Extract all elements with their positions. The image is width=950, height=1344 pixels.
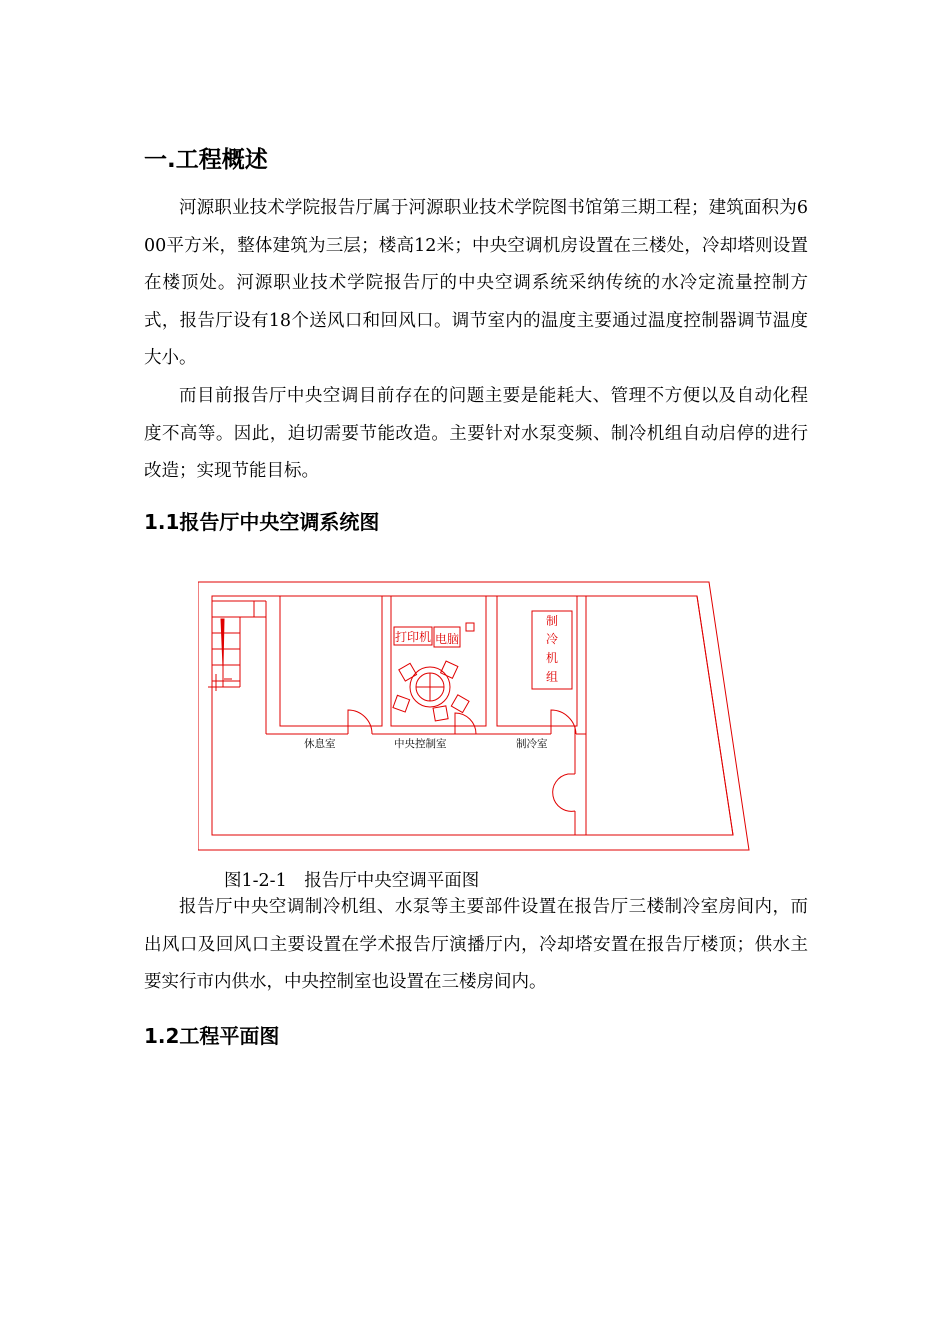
- subsection-heading-system: 1.1报告厅中央空调系统图: [144, 510, 380, 534]
- inner-wall: [212, 596, 733, 835]
- chiller-unit-label-3: 机: [545, 651, 559, 665]
- chiller-unit-label-1: 制: [545, 614, 559, 628]
- hall-door: [553, 774, 575, 811]
- rest-room-box: [280, 596, 382, 726]
- section-heading: 一.工程概述: [144, 147, 268, 173]
- floor-plan-figure: [198, 579, 750, 851]
- rest-room-door: [348, 710, 372, 734]
- subsection-heading-plan: 1.2工程平面图: [144, 1024, 280, 1048]
- chiller-room-box: [497, 596, 577, 726]
- computer-label: 电脑: [435, 632, 460, 646]
- figure-caption: 图1-2-1 报告厅中央空调平面图: [224, 871, 480, 891]
- meeting-table: [393, 661, 469, 721]
- paragraph-problems: 而目前报告厅中央空调目前存在的问题主要是能耗大、管理不方便以及自动化程度不高等。因此，迫切需要节能改造。主要针对水泵变频、制冷机组自动启停的进行改造；实现节能目标。: [144, 386, 808, 481]
- outer-wall: [198, 582, 749, 850]
- control-room-box: [391, 596, 486, 726]
- chiller-unit-label-4: 组: [545, 670, 559, 684]
- chiller-unit-label-2: 冷: [545, 632, 559, 646]
- chiller-room-door: [551, 710, 576, 734]
- rest-room-label: 休息室: [304, 738, 336, 750]
- large-room-box: [586, 596, 733, 835]
- control-room-door: [455, 713, 476, 734]
- printer-label: 打印机: [395, 630, 432, 644]
- paragraph-equipment: 报告厅中央空调制冷机组、水泵等主要部件设置在报告厅三楼制冷室房间内，而出风口及回风口主要设置在学术报告厅演播厅内，冷却塔安置在报告厅楼顶；供水主要实行市内供水，中央控制室也设置在三楼房间内。: [144, 897, 808, 992]
- stairs: [208, 601, 266, 734]
- control-room-label: 中央控制室: [394, 738, 447, 750]
- chiller-room-label: 制冷室: [516, 738, 548, 750]
- paragraph-overview: 河源职业技术学院报告厅属于河源职业技术学院图书馆第三期工程；建筑面积为600平方米，整体建筑为三层；楼高12米；中央空调机房设置在三楼处，冷却塔则设置在楼顶处。河源职业技术学院报告厅的中央空调系统采纳传统的水冷定流量控制方式，报告厅设有18个送风口和回风口。调节室内的温度主要通过温度控制器调节温度大小。: [144, 198, 808, 368]
